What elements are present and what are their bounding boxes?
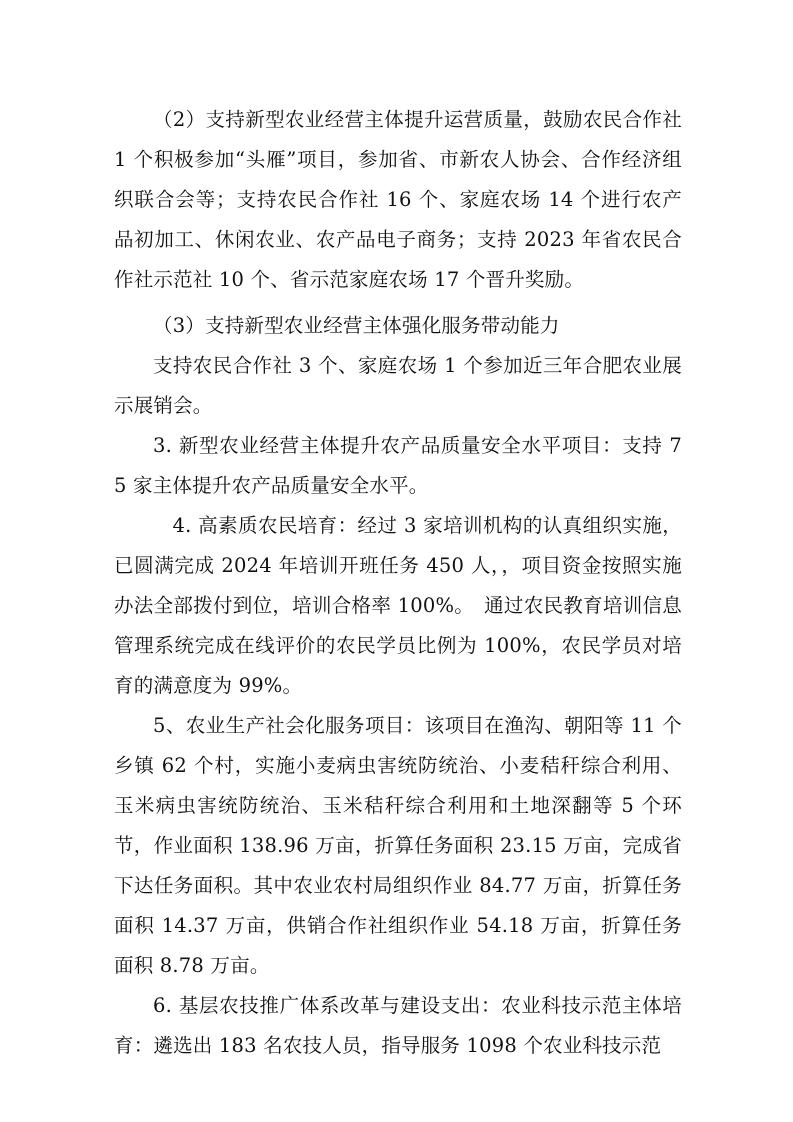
paragraph-socialized-service-project: 5、农业生产社会化服务项目：该项目在渔沟、朝阳等 11 个乡镇 62 个村，实施小麦病虫害统防统治、小麦秸秆综合利用、玉米病虫害统防统治、玉米秸秆综合利用和土地深翻等 5 个环节，作业面积 138.96 万亩，折算任务面积 23.15 万亩，完成省下达任务面积。其中农业农村局组织作业 84.77 万亩，折算任务面积 14.37 万亩，供销合作社组织作业 54.18 万亩，折算任务面积 8.78 万亩。 (114, 714, 682, 977)
paragraph-farmer-training: 4. 高素质农民培育：经过 3 家培训机构的认真组织实施，已圆满完成 2024 年培训开班任务 450 人，，项目资金按照实施办法全部拨付到位，培训合格率 100%。 通过农民教育培训信息管理系统完成在线评价的农民学员比例为 100%，农民学员对培育的满意度为 99%。 (114, 514, 682, 697)
paragraph-quality-safety-project: 3. 新型农业经营主体提升农产品质量安全水平项目：支持 75 家主体提升农产品质量安全水平。 (114, 434, 682, 497)
paragraph-agri-extension-reform: 6. 基层农技推广体系改革与建设支出：农业科技示范主体培育：遴选出 183 名农技人员，指导服务 1098 个农业科技示范 (114, 994, 682, 1057)
paragraph-service-capacity-heading: （3）支持新型农业经营主体强化服务带动能力 (153, 314, 560, 337)
paragraph-exhibition-support: 支持农民合作社 3 个、家庭农场 1 个参加近三年合肥农业展示展销会。 (114, 354, 682, 417)
document-body (114, 100, 682, 1066)
paragraph-support-operation-quality: （2）支持新型农业经营主体提升运营质量，鼓励农民合作社 1 个积极参加“头雁”项目，参加省、市新农人协会、合作经济组织联合会等；支持农民合作社 16 个、家庭农场 14 个进行农产品初加工、休闲农业、农产品电子商务；支持 2023 年省农民合作社示范社 10 个、省示范家庭农场 17 个晋升奖励。 (114, 108, 682, 291)
